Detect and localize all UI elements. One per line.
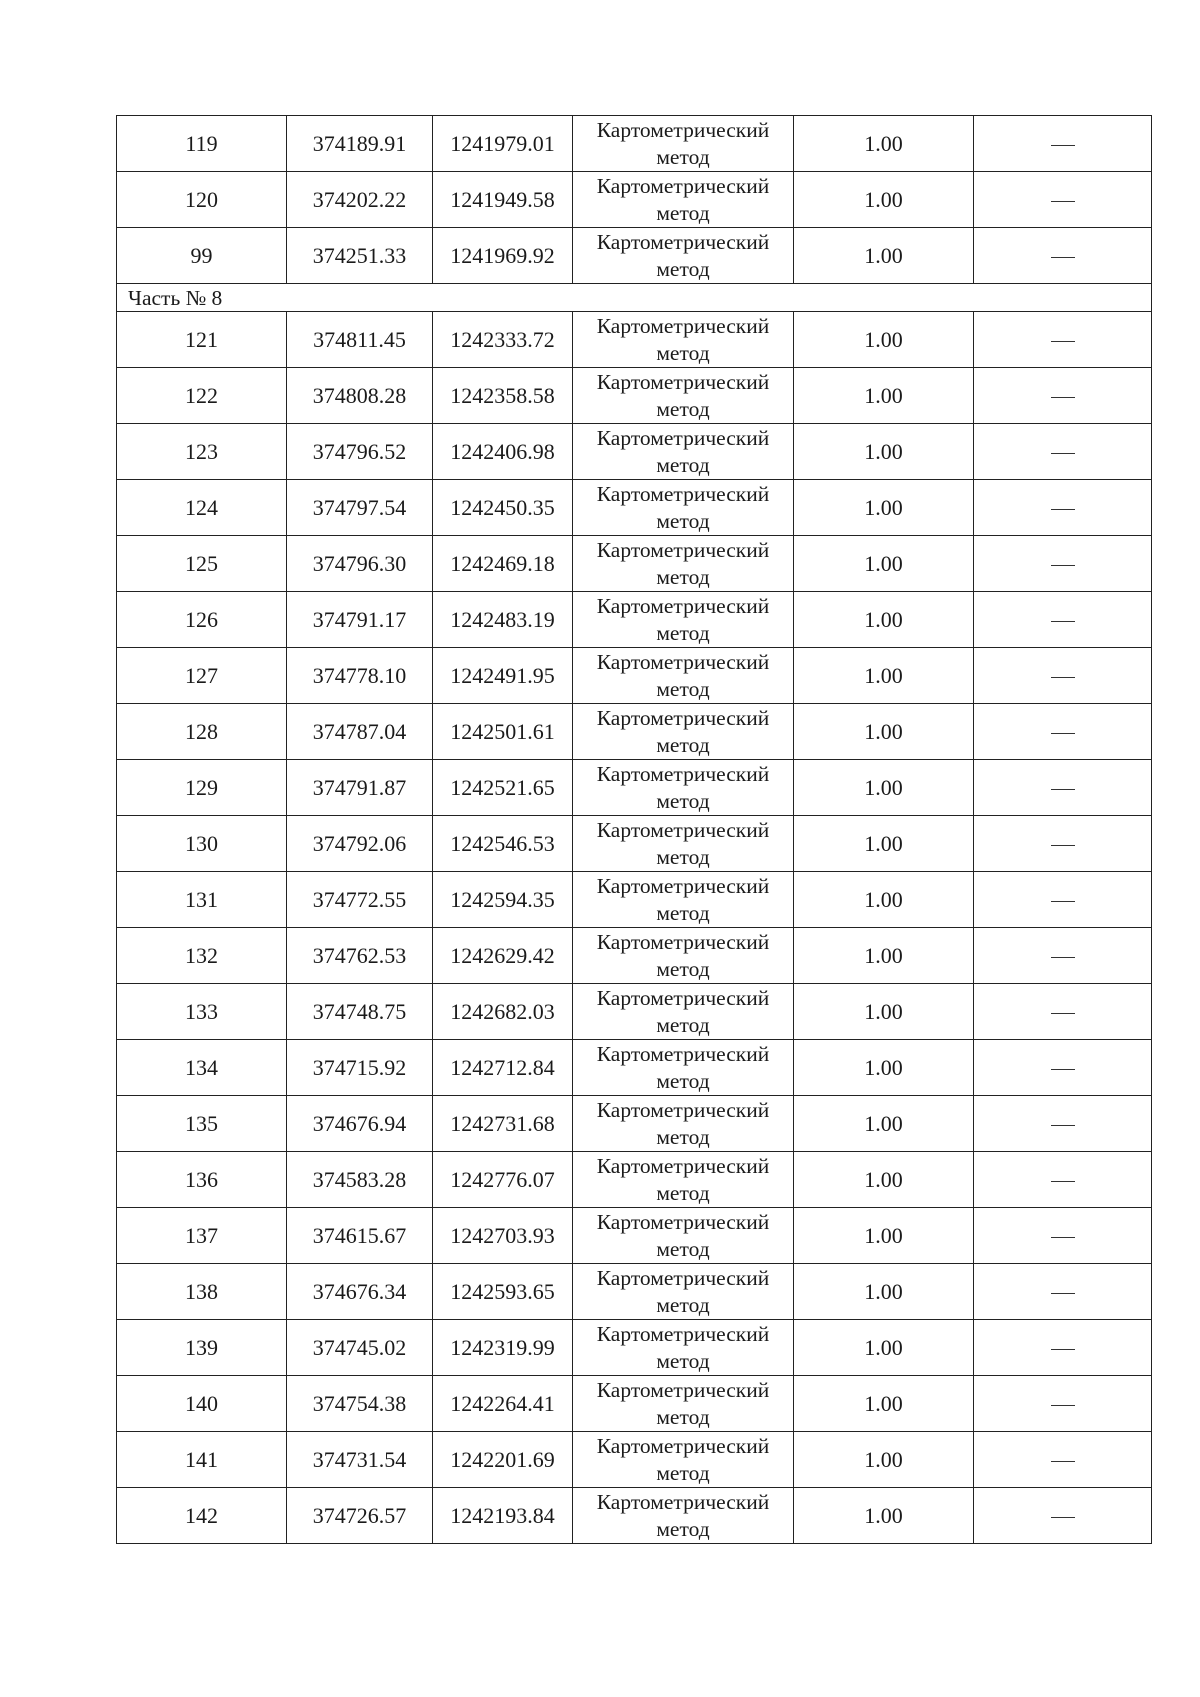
method-cell <box>573 536 794 592</box>
x-coordinate-cell: 374731.54 <box>287 1432 433 1488</box>
accuracy-cell: 1.00 <box>794 760 974 816</box>
x-coordinate-cell: 374797.54 <box>287 480 433 536</box>
method-text-line2: метод <box>656 732 710 757</box>
empty-dash-mark <box>1051 397 1075 398</box>
point-number-cell: 122 <box>117 368 287 424</box>
method-cell <box>573 704 794 760</box>
point-number-cell: 137 <box>117 1208 287 1264</box>
empty-dash-mark <box>1051 901 1075 902</box>
table-row <box>117 592 1152 648</box>
y-coordinate-cell: 1242712.84 <box>433 1040 573 1096</box>
empty-dash-mark <box>1051 257 1075 258</box>
accuracy-cell: 1.00 <box>794 1432 974 1488</box>
description-cell <box>974 592 1152 648</box>
method-text-line1: Картометрический <box>596 1041 770 1066</box>
x-coordinate-cell: 374787.04 <box>287 704 433 760</box>
accuracy-cell: 1.00 <box>794 480 974 536</box>
method-text-line2: метод <box>656 1404 710 1429</box>
y-coordinate-cell: 1242776.07 <box>433 1152 573 1208</box>
method-cell <box>573 592 794 648</box>
y-coordinate-cell: 1242594.35 <box>433 872 573 928</box>
x-coordinate-cell: 374762.53 <box>287 928 433 984</box>
description-cell <box>974 424 1152 480</box>
empty-dash-mark <box>1051 341 1075 342</box>
point-number-cell: 142 <box>117 1488 287 1544</box>
description-cell <box>974 1432 1152 1488</box>
method-cell <box>573 1488 794 1544</box>
y-coordinate-cell: 1242450.35 <box>433 480 573 536</box>
accuracy-cell: 1.00 <box>794 592 974 648</box>
method-cell <box>573 984 794 1040</box>
y-coordinate-cell: 1242319.99 <box>433 1320 573 1376</box>
method-cell <box>573 368 794 424</box>
x-coordinate-cell: 374791.87 <box>287 760 433 816</box>
method-text-line2: метод <box>656 1348 710 1373</box>
method-text-line1: Картометрический <box>596 1209 770 1234</box>
method-text-line2: метод <box>656 788 710 813</box>
empty-dash-mark <box>1051 509 1075 510</box>
point-number-cell: 125 <box>117 536 287 592</box>
table-row <box>117 228 1152 284</box>
y-coordinate-cell: 1241949.58 <box>433 172 573 228</box>
table-row <box>117 312 1152 368</box>
description-cell <box>974 172 1152 228</box>
method-cell <box>573 1320 794 1376</box>
description-cell <box>974 1040 1152 1096</box>
y-coordinate-cell: 1242521.65 <box>433 760 573 816</box>
point-number-cell: 123 <box>117 424 287 480</box>
x-coordinate-cell: 374251.33 <box>287 228 433 284</box>
empty-dash-mark <box>1051 565 1075 566</box>
y-coordinate-cell: 1242201.69 <box>433 1432 573 1488</box>
table-row <box>117 1208 1152 1264</box>
method-cell <box>573 816 794 872</box>
empty-dash-mark <box>1051 733 1075 734</box>
accuracy-cell: 1.00 <box>794 172 974 228</box>
x-coordinate-cell: 374778.10 <box>287 648 433 704</box>
point-number-cell: 141 <box>117 1432 287 1488</box>
y-coordinate-cell: 1242469.18 <box>433 536 573 592</box>
x-coordinate-cell: 374791.17 <box>287 592 433 648</box>
x-coordinate-cell: 374792.06 <box>287 816 433 872</box>
y-coordinate-cell: 1242682.03 <box>433 984 573 1040</box>
y-coordinate-cell: 1242546.53 <box>433 816 573 872</box>
y-coordinate-cell: 1242703.93 <box>433 1208 573 1264</box>
table-row <box>117 704 1152 760</box>
method-cell <box>573 760 794 816</box>
method-text-line1: Картометрический <box>596 1433 770 1458</box>
accuracy-cell: 1.00 <box>794 872 974 928</box>
section-label: Часть № 8 <box>117 284 1152 312</box>
method-text-line2: метод <box>656 900 710 925</box>
method-text-line1: Картометрический <box>596 173 770 198</box>
x-coordinate-cell: 374202.22 <box>287 172 433 228</box>
x-coordinate-cell: 374808.28 <box>287 368 433 424</box>
table-row <box>117 928 1152 984</box>
table-row <box>117 116 1152 172</box>
method-text-line1: Картометрический <box>596 369 770 394</box>
accuracy-cell: 1.00 <box>794 1320 974 1376</box>
accuracy-cell: 1.00 <box>794 928 974 984</box>
empty-dash-mark <box>1051 677 1075 678</box>
x-coordinate-cell: 374811.45 <box>287 312 433 368</box>
method-text-line1: Картометрический <box>596 1097 770 1122</box>
method-text-line1: Картометрический <box>596 593 770 618</box>
method-text-line1: Картометрический <box>596 761 770 786</box>
description-cell <box>974 1152 1152 1208</box>
accuracy-cell: 1.00 <box>794 1264 974 1320</box>
table-row <box>117 1488 1152 1544</box>
description-cell <box>974 368 1152 424</box>
y-coordinate-cell: 1242483.19 <box>433 592 573 648</box>
method-text-line2: метод <box>656 1180 710 1205</box>
method-text-line1: Картометрический <box>596 1153 770 1178</box>
point-number-cell: 135 <box>117 1096 287 1152</box>
accuracy-cell: 1.00 <box>794 424 974 480</box>
method-text-line1: Картометрический <box>596 985 770 1010</box>
method-text-line1: Картометрический <box>596 705 770 730</box>
point-number-cell: 121 <box>117 312 287 368</box>
y-coordinate-cell: 1242264.41 <box>433 1376 573 1432</box>
accuracy-cell: 1.00 <box>794 984 974 1040</box>
accuracy-cell: 1.00 <box>794 116 974 172</box>
x-coordinate-cell: 374754.38 <box>287 1376 433 1432</box>
point-number-cell: 138 <box>117 1264 287 1320</box>
table-row <box>117 984 1152 1040</box>
empty-dash-mark <box>1051 453 1075 454</box>
method-text-line2: метод <box>656 1292 710 1317</box>
x-coordinate-cell: 374748.75 <box>287 984 433 1040</box>
point-number-cell: 139 <box>117 1320 287 1376</box>
method-cell <box>573 480 794 536</box>
empty-dash-mark <box>1051 1069 1075 1070</box>
point-number-cell: 119 <box>117 116 287 172</box>
method-text-line2: метод <box>656 1460 710 1485</box>
method-text-line1: Картометрический <box>596 873 770 898</box>
x-coordinate-cell: 374796.30 <box>287 536 433 592</box>
x-coordinate-cell: 374615.67 <box>287 1208 433 1264</box>
x-coordinate-cell: 374676.94 <box>287 1096 433 1152</box>
empty-dash-mark <box>1051 1125 1075 1126</box>
empty-dash-mark <box>1051 1349 1075 1350</box>
point-number-cell: 133 <box>117 984 287 1040</box>
table-row <box>117 816 1152 872</box>
description-cell <box>974 984 1152 1040</box>
x-coordinate-cell: 374189.91 <box>287 116 433 172</box>
description-cell <box>974 648 1152 704</box>
x-coordinate-cell: 374796.52 <box>287 424 433 480</box>
point-number-cell: 99 <box>117 228 287 284</box>
empty-dash-mark <box>1051 1405 1075 1406</box>
method-cell <box>573 1096 794 1152</box>
accuracy-cell: 1.00 <box>794 1488 974 1544</box>
point-number-cell: 124 <box>117 480 287 536</box>
method-cell <box>573 1264 794 1320</box>
method-text-line1: Картометрический <box>596 117 770 142</box>
method-text-line2: метод <box>656 508 710 533</box>
table-body <box>117 116 1152 1544</box>
x-coordinate-cell: 374715.92 <box>287 1040 433 1096</box>
table-row <box>117 172 1152 228</box>
method-text-line1: Картометрический <box>596 481 770 506</box>
method-text-line2: метод <box>656 844 710 869</box>
description-cell <box>974 760 1152 816</box>
point-number-cell: 132 <box>117 928 287 984</box>
method-text-line1: Картометрический <box>596 929 770 954</box>
y-coordinate-cell: 1242358.58 <box>433 368 573 424</box>
description-cell <box>974 480 1152 536</box>
method-text-line1: Картометрический <box>596 425 770 450</box>
method-cell <box>573 1040 794 1096</box>
description-cell <box>974 228 1152 284</box>
empty-dash-mark <box>1051 1013 1075 1014</box>
x-coordinate-cell: 374745.02 <box>287 1320 433 1376</box>
description-cell <box>974 1208 1152 1264</box>
empty-dash-mark <box>1051 1461 1075 1462</box>
empty-dash-mark <box>1051 201 1075 202</box>
method-text-line2: метод <box>656 144 710 169</box>
point-number-cell: 140 <box>117 1376 287 1432</box>
method-text-line1: Картометрический <box>596 1265 770 1290</box>
accuracy-cell: 1.00 <box>794 1376 974 1432</box>
empty-dash-mark <box>1051 957 1075 958</box>
method-cell <box>573 172 794 228</box>
method-text-line1: Картометрический <box>596 1489 770 1514</box>
y-coordinate-cell: 1242501.61 <box>433 704 573 760</box>
table-row <box>117 424 1152 480</box>
description-cell <box>974 1488 1152 1544</box>
method-text-line2: метод <box>656 396 710 421</box>
accuracy-cell: 1.00 <box>794 1096 974 1152</box>
method-text-line2: метод <box>656 1516 710 1541</box>
table-row <box>117 872 1152 928</box>
x-coordinate-cell: 374583.28 <box>287 1152 433 1208</box>
accuracy-cell: 1.00 <box>794 1208 974 1264</box>
point-number-cell: 128 <box>117 704 287 760</box>
accuracy-cell: 1.00 <box>794 704 974 760</box>
point-number-cell: 120 <box>117 172 287 228</box>
accuracy-cell: 1.00 <box>794 816 974 872</box>
accuracy-cell: 1.00 <box>794 1040 974 1096</box>
method-text-line1: Картометрический <box>596 817 770 842</box>
empty-dash-mark <box>1051 1517 1075 1518</box>
point-number-cell: 126 <box>117 592 287 648</box>
method-cell <box>573 228 794 284</box>
method-text-line2: метод <box>656 452 710 477</box>
x-coordinate-cell: 374772.55 <box>287 872 433 928</box>
method-text-line2: метод <box>656 340 710 365</box>
x-coordinate-cell: 374726.57 <box>287 1488 433 1544</box>
point-number-cell: 131 <box>117 872 287 928</box>
method-text-line1: Картометрический <box>596 1377 770 1402</box>
method-text-line2: метод <box>656 256 710 281</box>
y-coordinate-cell: 1242333.72 <box>433 312 573 368</box>
table-row <box>117 1096 1152 1152</box>
empty-dash-mark <box>1051 845 1075 846</box>
table-row <box>117 1040 1152 1096</box>
method-text-line2: метод <box>656 200 710 225</box>
coordinates-table <box>116 115 1152 1544</box>
y-coordinate-cell: 1241979.01 <box>433 116 573 172</box>
empty-dash-mark <box>1051 789 1075 790</box>
method-cell <box>573 116 794 172</box>
accuracy-cell: 1.00 <box>794 368 974 424</box>
method-cell <box>573 1432 794 1488</box>
method-text-line1: Картометрический <box>596 1321 770 1346</box>
empty-dash-mark <box>1051 1237 1075 1238</box>
method-text-line2: метод <box>656 1068 710 1093</box>
accuracy-cell: 1.00 <box>794 536 974 592</box>
table-row <box>117 760 1152 816</box>
empty-dash-mark <box>1051 621 1075 622</box>
accuracy-cell: 1.00 <box>794 1152 974 1208</box>
description-cell <box>974 312 1152 368</box>
description-cell <box>974 704 1152 760</box>
method-cell <box>573 1152 794 1208</box>
table-row <box>117 1152 1152 1208</box>
method-text-line2: метод <box>656 564 710 589</box>
method-text-line1: Картометрический <box>596 649 770 674</box>
table-row <box>117 1432 1152 1488</box>
accuracy-cell: 1.00 <box>794 312 974 368</box>
method-cell <box>573 1208 794 1264</box>
method-text-line2: метод <box>656 1124 710 1149</box>
point-number-cell: 127 <box>117 648 287 704</box>
y-coordinate-cell: 1242731.68 <box>433 1096 573 1152</box>
table-row <box>117 648 1152 704</box>
x-coordinate-cell: 374676.34 <box>287 1264 433 1320</box>
table-row <box>117 368 1152 424</box>
y-coordinate-cell: 1242629.42 <box>433 928 573 984</box>
section-header-row <box>117 284 1152 312</box>
point-number-cell: 136 <box>117 1152 287 1208</box>
empty-dash-mark <box>1051 1293 1075 1294</box>
description-cell <box>974 1264 1152 1320</box>
description-cell <box>974 928 1152 984</box>
accuracy-cell: 1.00 <box>794 648 974 704</box>
point-number-cell: 134 <box>117 1040 287 1096</box>
method-cell <box>573 312 794 368</box>
method-text-line1: Картометрический <box>596 313 770 338</box>
table-row <box>117 1376 1152 1432</box>
description-cell <box>974 816 1152 872</box>
description-cell <box>974 536 1152 592</box>
method-text-line2: метод <box>656 956 710 981</box>
method-text-line2: метод <box>656 620 710 645</box>
method-text-line2: метод <box>656 1236 710 1261</box>
table-row <box>117 1264 1152 1320</box>
table-row <box>117 1320 1152 1376</box>
y-coordinate-cell: 1242193.84 <box>433 1488 573 1544</box>
method-text-line2: метод <box>656 1012 710 1037</box>
description-cell <box>974 872 1152 928</box>
accuracy-cell: 1.00 <box>794 228 974 284</box>
description-cell <box>974 1096 1152 1152</box>
point-number-cell: 130 <box>117 816 287 872</box>
method-cell <box>573 928 794 984</box>
method-cell <box>573 648 794 704</box>
method-text-line1: Картометрический <box>596 229 770 254</box>
description-cell <box>974 1376 1152 1432</box>
y-coordinate-cell: 1242593.65 <box>433 1264 573 1320</box>
table-row <box>117 480 1152 536</box>
method-text-line2: метод <box>656 676 710 701</box>
empty-dash-mark <box>1051 145 1075 146</box>
method-cell <box>573 424 794 480</box>
y-coordinate-cell: 1241969.92 <box>433 228 573 284</box>
description-cell <box>974 1320 1152 1376</box>
y-coordinate-cell: 1242406.98 <box>433 424 573 480</box>
empty-dash-mark <box>1051 1181 1075 1182</box>
point-number-cell: 129 <box>117 760 287 816</box>
y-coordinate-cell: 1242491.95 <box>433 648 573 704</box>
method-cell <box>573 1376 794 1432</box>
table-row <box>117 536 1152 592</box>
method-cell <box>573 872 794 928</box>
description-cell <box>974 116 1152 172</box>
method-text-line1: Картометрический <box>596 537 770 562</box>
